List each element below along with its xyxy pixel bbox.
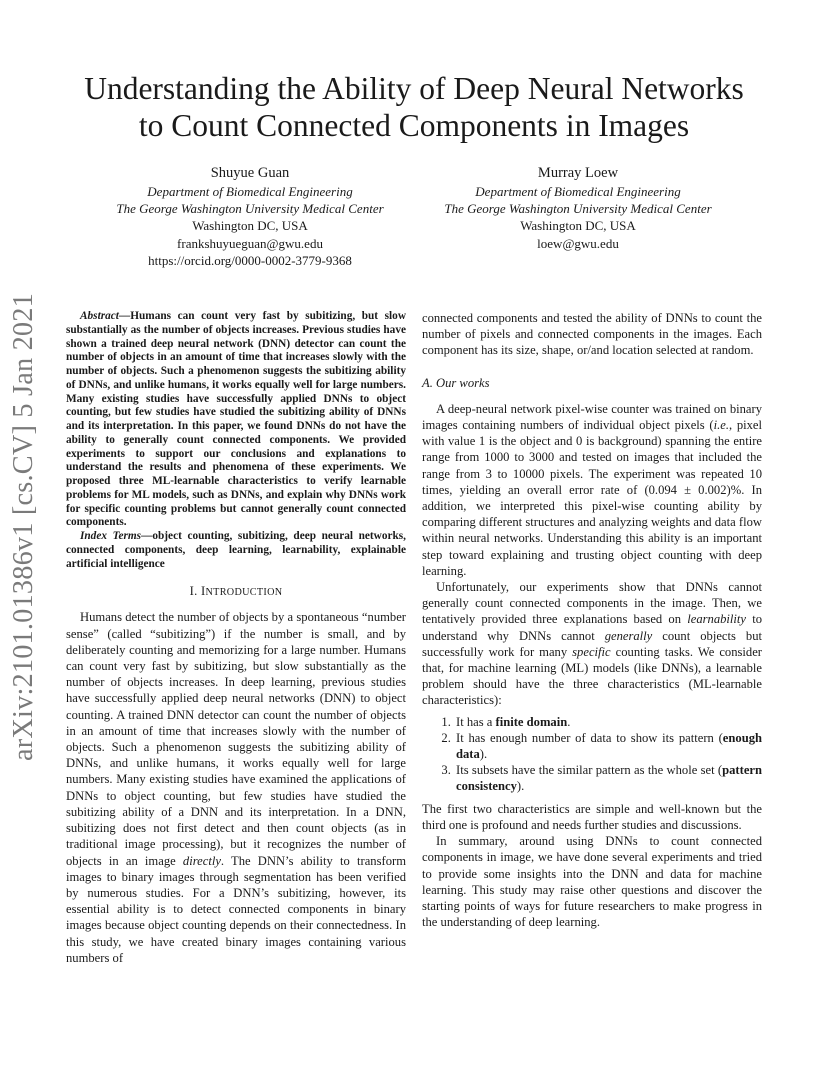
author-location: Washington DC, USA: [520, 218, 636, 234]
list-item: [454, 714, 762, 730]
text-run: Humans detect the number of objects by a spontaneous “number sense” (called “subitizing”) if the number is small, and by deliberately counting and memorizing for a large number. Humans can count very fast by subitizing, but slow substantially as the number of objects increases. In deep learning, previous studies have successfully applied deep neural networks (DNN) to object counting. A trained DNN detector can count the number of objects in an amount of time that increases slowly with the number of objects. Such a phenomenon suggests the subitizing ability of DNNs, and unlike humans, it works equally well for large numbers. Many existing studies have examined the applications of DNNs to object counting, but few studies have studied the subitizing ability of a DNN and its interpretation. In a DNN, subitizing does not first detect and then count objects (as in traditional image processing), but it recognizes the number of objects in an image: [66, 610, 406, 868]
text-run: .: [567, 714, 571, 729]
bold-term: finite domain: [495, 714, 568, 729]
left-column: [66, 310, 406, 966]
abstract-text: —Humans can count very fast by subitizing, but slow substantially as the number of objects increases. Previous studies have shown a trained deep neural network (DNN) detector can count the number of objects in an amount of time that increases slowly with the number of objects. Such a phenomenon suggests the subitizing ability of DNNs, and unlike humans, it works equally well for large numbers. Many existing studies have successfully applied DNNs to object counting, but few studies have studied the subitizing ability of DNNs and its interpretation. In this paper, we found DNNs do not have the ability to generally count connected components. We provided experiments to support our conclusions and explanations to understand the results and phenomena of these experiments. We proposed three ML-learnable characteristics to verify learnable problems for ML models, such as DNNs, and explain why DNNs work for specific counting problems but cannot generally count connected components.: [66, 310, 406, 529]
arxiv-sidebar: [2, 293, 47, 761]
introduction-paragraph: [66, 609, 406, 965]
title-line-1: Understanding the Ability of Deep Neural Networks: [84, 71, 744, 106]
abstract-label: Abstract: [80, 310, 119, 322]
our-works-paragraph-2: [422, 579, 762, 709]
section-heading-introduction: [66, 583, 406, 601]
list-item: [454, 762, 762, 794]
author-department: Department of Biomedical Engineering: [475, 184, 681, 199]
author-department: Department of Biomedical Engineering: [147, 184, 353, 199]
arxiv-identifier[interactable]: arXiv:2101.01386v1 [cs.CV] 5 Jan 2021: [8, 293, 39, 761]
author-block-2: [388, 163, 768, 252]
text-run: count objects but successfully work for many: [422, 628, 762, 659]
our-works-paragraph-3: The first two characteristics are simple and well-known but the third one is profound and needs further studies and discussions.: [422, 801, 762, 832]
text-run: It has enough number of data to show its pattern (: [456, 730, 723, 745]
ml-learnable-characteristics-list: [422, 714, 762, 795]
text-run: . The DNN’s ability to transform images to binary images through segmentation has been verified by numerous studies. For a DNN’s subitizing, however, its essential ability is to detect connected components in binary images because object counting depends on their connectedness. In this study, we have created binary images containing various numbers of: [66, 853, 406, 965]
author-institution: The George Washington University Medical Center: [116, 201, 384, 217]
author-orcid[interactable]: https://orcid.org/0000-0002-3779-9368: [148, 252, 352, 268]
text-run: , pixel with value 1 is the object and 0 is background) spanning the entire range from 1000 to 3000 and tested on images that included the range from 3 to 10000 pixels. The experiment was repeated 10 times, yielding an overall error rate of (0.094 ± 0.002)%. In addition, we interpreted this pixel-wise counting ability by comparing different structures and analyzing weights and data flow within neural networks. Understanding this ability is an important step toward explaining and trusting object counting with deep learning.: [422, 418, 762, 578]
author-institution: The George Washington University Medical Center: [444, 201, 712, 217]
text-run: Its subsets have the similar pattern as the whole set (: [456, 763, 723, 778]
text-run: ).: [516, 779, 525, 794]
list-item: [454, 730, 762, 762]
section-title-rest: NTRODUCTION: [205, 587, 283, 599]
subsection-heading-our-works: A. Our works: [422, 375, 490, 390]
text-run: A deep-neural network pixel-wise counter was trained on binary images containing numbers of individual object pixels (: [422, 401, 762, 433]
introduction-paragraph-continued: connected components and tested the ability of DNNs to count the number of pixels and connected components in the images. Each component has its size, shape, or/and location selected at random.: [422, 311, 762, 358]
author-email[interactable]: loew@gwu.edu: [537, 235, 619, 251]
author-location: Washington DC, USA: [192, 218, 308, 234]
our-works-paragraph-4: In summary, around using DNNs to count connected components in image, we have done several experiments and tried to provide some insights into the DNN and data for machine learning. This study may raise other questions and discover the starting points of ways for future researchers to make progress in the understanding of deep learning.: [422, 834, 762, 930]
our-works-paragraph-1: [422, 401, 762, 579]
author-name: Shuyue Guan: [210, 165, 290, 181]
title-line-2: to Count Connected Components in Images: [138, 108, 690, 143]
index-terms-text: —object counting, subitizing, deep neural networks, connected components, deep learning, learnability, explainable artificial intelligence: [66, 530, 406, 570]
author-name: Murray Loew: [537, 165, 619, 181]
author-email[interactable]: frankshuyueguan@gwu.edu: [177, 235, 323, 251]
index-terms: [66, 530, 406, 571]
text-run: ).: [479, 747, 488, 762]
paper-title: [40, 70, 788, 144]
section-title-initial: I: [201, 584, 206, 599]
bold-term: pattern consistency: [456, 763, 762, 794]
text-run: counting tasks. We consider that, for machine learning (ML) models (like DNNs), a learnable problem should have the three characteristics (ML-learnable characteristics):: [422, 644, 762, 708]
emphasis-text: specific: [572, 644, 611, 659]
section-number: I.: [189, 584, 198, 599]
abstract: [66, 310, 406, 530]
bold-term: enough data: [456, 730, 762, 762]
text-run: Unfortunately, our experiments show that DNNs cannot generally count connected components in the image. Then, we tentatively provided three explanations based on: [422, 580, 762, 627]
emphasis-text: learnability: [687, 612, 746, 627]
text-run: It has a: [456, 714, 496, 729]
emphasis-text: directly: [182, 853, 221, 868]
text-run: to understand why DNNs cannot: [422, 612, 762, 643]
emphasis-text: generally: [604, 628, 653, 643]
index-terms-label: Index Terms: [80, 530, 142, 542]
emphasis-text: i.e.: [713, 418, 729, 433]
right-column: [422, 310, 762, 930]
author-block-1: [60, 163, 440, 269]
